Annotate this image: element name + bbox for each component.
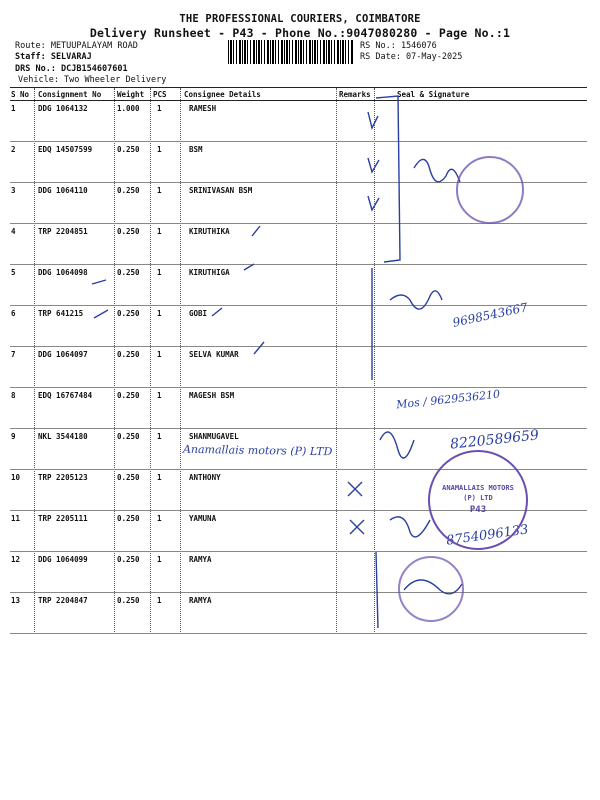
staff: Staff: SELVARAJ <box>15 52 92 62</box>
cell-weight: 0.250 <box>117 227 140 236</box>
cell-consignee: RAMYA <box>189 555 212 564</box>
cell-pcs: 1 <box>157 473 162 482</box>
handwritten-phone: 9698543667 <box>451 300 529 330</box>
cell-consignment: DDG 1064097 <box>38 350 88 359</box>
col-consignment: Consignment No <box>38 90 102 99</box>
seal-stamp <box>398 556 464 622</box>
cell-sno: 11 <box>11 514 21 523</box>
cell-weight: 0.250 <box>117 186 140 195</box>
cell-consignee: ANTHONY <box>189 473 221 482</box>
cell-consignment: TRP 641215 <box>38 309 84 318</box>
cell-weight: 0.250 <box>117 473 140 482</box>
cell-sno: 9 <box>11 432 16 441</box>
cell-consignment: EDQ 16767484 <box>38 391 93 400</box>
cell-consignment: NKL 3544180 <box>38 432 88 441</box>
bracket-mark <box>376 552 378 628</box>
cell-consignee: RAMYA <box>189 596 212 605</box>
cell-consignment: DDG 1064110 <box>38 186 88 195</box>
cell-weight: 0.250 <box>117 514 140 523</box>
col-weight: Weight <box>117 90 145 99</box>
cell-weight: 0.250 <box>117 596 140 605</box>
runsheet-subtitle: Delivery Runsheet - P43 - Phone No.:9047080280 - Page No.:1 <box>89 26 511 40</box>
cell-weight: 0.250 <box>117 268 140 277</box>
cell-pcs: 1 <box>157 104 162 113</box>
cell-consignee: KIRUTHIGA <box>189 268 230 277</box>
cell-weight: 0.250 <box>117 555 140 564</box>
cell-pcs: 1 <box>157 145 162 154</box>
cell-consignment: TRP 2205123 <box>38 473 88 482</box>
cell-sno: 7 <box>11 350 16 359</box>
cell-pcs: 1 <box>157 186 162 195</box>
cell-consignment: DDG 1064099 <box>38 555 88 564</box>
cell-weight: 0.250 <box>117 432 140 441</box>
cross-mark <box>350 520 364 534</box>
col-consignee: Consignee Details <box>184 90 261 99</box>
cell-pcs: 1 <box>157 227 162 236</box>
bracket-mark <box>376 96 400 262</box>
handwritten-signature: Mos / 9629536210 <box>395 387 501 412</box>
cell-consignee: GOBI <box>189 309 208 318</box>
cell-sno: 12 <box>11 555 21 564</box>
rs-date: RS Date: 07-May-2025 <box>360 52 463 62</box>
col-remarks: Remarks <box>339 90 371 99</box>
cell-pcs: 1 <box>157 391 162 400</box>
cell-weight: 1.000 <box>117 104 140 113</box>
seal-stamp <box>428 450 528 550</box>
cell-pcs: 1 <box>157 596 162 605</box>
stamp-text: ANAMALLAIS MOTORS (P) LTD <box>442 483 514 503</box>
cell-consignee: SRINIVASAN BSM <box>189 186 253 195</box>
cell-consignee: RAMESH <box>189 104 217 113</box>
cell-weight: 0.250 <box>117 350 140 359</box>
cell-consignment: DDG 1064098 <box>38 268 88 277</box>
cell-sno: 5 <box>11 268 16 277</box>
company-title: THE PROFESSIONAL COURIERS, COIMBATORE <box>179 13 421 25</box>
handwritten-phone: 8754096133 <box>445 522 530 549</box>
cell-consignment: EDQ 14507599 <box>38 145 93 154</box>
cell-sno: 2 <box>11 145 16 154</box>
seal-stamp <box>456 156 524 224</box>
cross-mark <box>348 482 362 496</box>
cell-weight: 0.250 <box>117 309 140 318</box>
cell-consignee: SHANMUGAVEL <box>189 432 239 441</box>
cell-pcs: 1 <box>157 514 162 523</box>
cell-sno: 3 <box>11 186 16 195</box>
cell-consignee: KIRUTHIKA <box>189 227 230 236</box>
cell-sno: 13 <box>11 596 21 605</box>
vehicle: Vehicle: Two Wheeler Delivery <box>18 75 167 85</box>
cell-pcs: 1 <box>157 432 162 441</box>
cell-pcs: 1 <box>157 309 162 318</box>
col-seal: Seal & Signature <box>397 90 470 99</box>
cell-consignee: YAMUNA <box>189 514 217 523</box>
route: Route: METUUPALAYAM ROAD <box>15 41 138 51</box>
cell-weight: 0.250 <box>117 391 140 400</box>
cell-consignee: BSM <box>189 145 203 154</box>
cell-sno: 10 <box>11 473 21 482</box>
col-sno: S No <box>11 90 30 99</box>
cell-consignee: SELVA KUMAR <box>189 350 239 359</box>
cell-sno: 4 <box>11 227 16 236</box>
col-pcs: PCS <box>153 90 167 99</box>
rs-number: RS No.: 1546076 <box>360 41 437 51</box>
cell-consignee: MAGESH BSM <box>189 391 235 400</box>
cell-consignment: TRP 2205111 <box>38 514 88 523</box>
cell-sno: 6 <box>11 309 16 318</box>
drs-number: DRS No.: DCJB154607601 <box>15 64 128 74</box>
cell-sno: 8 <box>11 391 16 400</box>
cell-sno: 1 <box>11 104 16 113</box>
cell-weight: 0.250 <box>117 145 140 154</box>
cell-consignment: TRP 2204851 <box>38 227 88 236</box>
handwritten-phone: 8220589659 <box>449 427 540 453</box>
cell-pcs: 1 <box>157 555 162 564</box>
stamp-text: P43 <box>469 504 487 515</box>
handwritten-company: Anamallais motors (P) LTD <box>182 442 333 459</box>
cell-pcs: 1 <box>157 350 162 359</box>
cell-pcs: 1 <box>157 268 162 277</box>
cell-consignment: DDG 1064132 <box>38 104 88 113</box>
cell-consignment: TRP 2204847 <box>38 596 88 605</box>
